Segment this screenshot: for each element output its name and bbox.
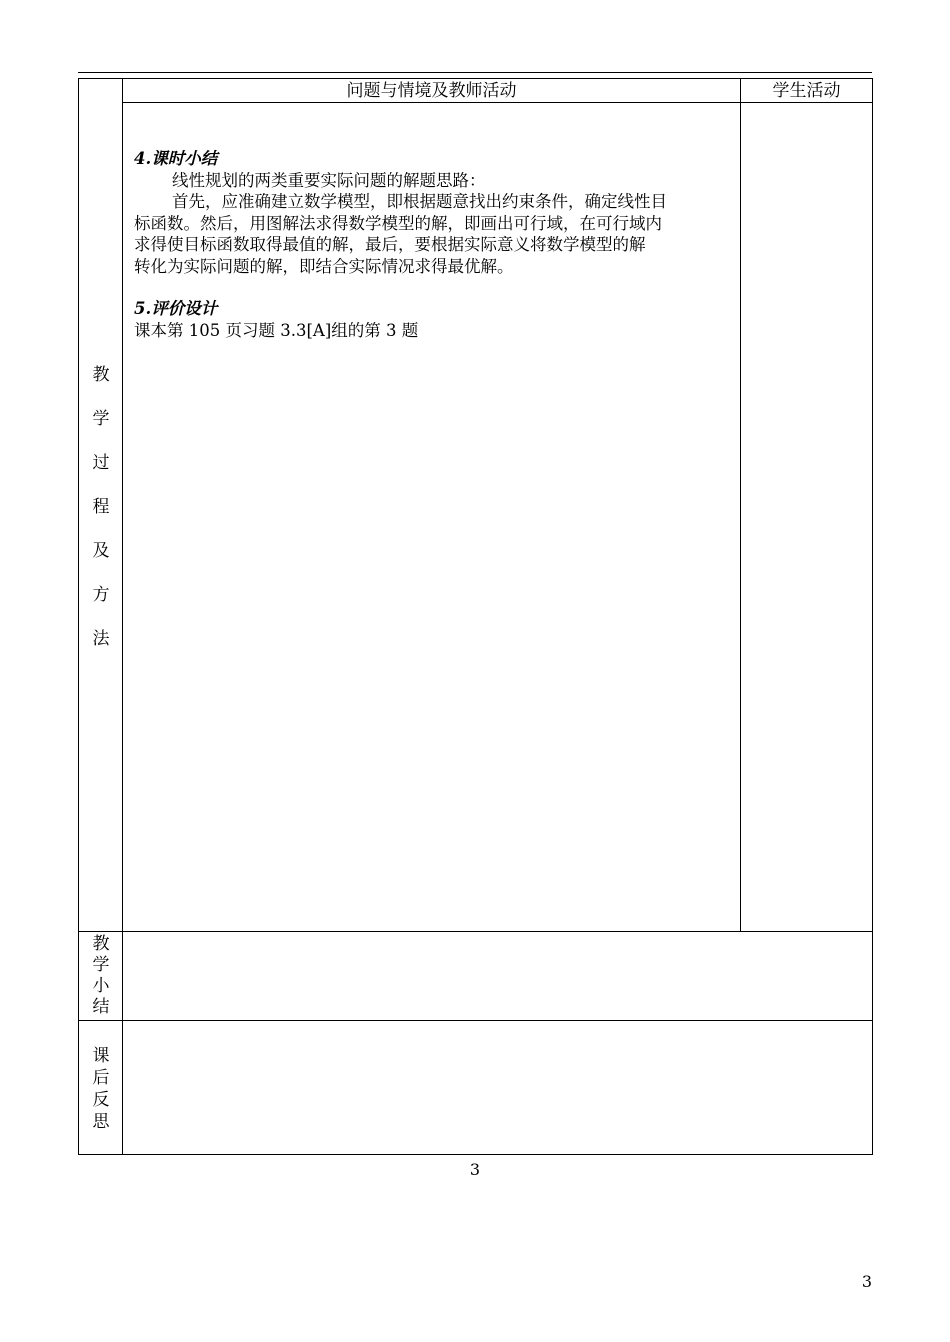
- section-4-title: 4.课时小结: [134, 149, 218, 168]
- reflection-label-char: 思: [92, 1112, 110, 1132]
- process-label-char: 学: [92, 409, 110, 429]
- section-4-intro: 线性规划的两类重要实际问题的解题思路：: [172, 170, 486, 190]
- summary-row-divider: [78, 931, 873, 932]
- process-label-char: 教: [92, 365, 110, 385]
- process-label-char: 法: [92, 629, 110, 649]
- lesson-content: [134, 148, 734, 341]
- page-number-center: 3: [469, 1160, 481, 1179]
- reflection-row-divider: [78, 1020, 873, 1021]
- reflection-label-char: 后: [92, 1068, 110, 1088]
- page-number-corner: 3: [861, 1272, 873, 1291]
- header-student: 学生活动: [772, 81, 841, 101]
- section-4-para-line: 求得使目标函数取得最值的解，最后，要根据实际意义将数学模型的解: [134, 235, 646, 254]
- top-rule: [78, 72, 872, 73]
- process-label-char: 及: [92, 541, 110, 561]
- section-4-para-line: 标函数。然后，用图解法求得数学模型的解，即画出可行域，在可行域内: [134, 213, 662, 233]
- column-divider-left: [122, 78, 123, 1155]
- header-row-divider: [122, 102, 873, 103]
- process-label-char: 程: [92, 497, 110, 517]
- section-4-para-line: 转化为实际问题的解，即结合实际情况求得最优解。: [134, 256, 514, 276]
- process-label-char: 方: [92, 585, 110, 605]
- reflection-label: [80, 1045, 122, 1133]
- reflection-label-char: 课: [92, 1046, 110, 1066]
- summary-label-char: 小: [92, 976, 110, 996]
- section-5-text: 课本第 105 页习题 3.3[A]组的第 3 题: [134, 320, 419, 340]
- section-5-title: 5.评价设计: [134, 299, 218, 318]
- header-activity: 问题与情境及教师活动: [346, 81, 517, 101]
- summary-label-char: 学: [92, 955, 110, 975]
- column-divider-right: [740, 78, 741, 931]
- section-4-para-line: 首先，应准确建立数学模型，即根据题意找出约束条件，确定线性目: [172, 192, 667, 211]
- summary-label-char: 教: [92, 934, 110, 954]
- process-label: [80, 364, 122, 650]
- reflection-label-char: 反: [92, 1090, 110, 1110]
- process-label-char: 过: [92, 453, 110, 473]
- summary-label: [80, 934, 122, 1018]
- summary-label-char: 结: [92, 997, 110, 1017]
